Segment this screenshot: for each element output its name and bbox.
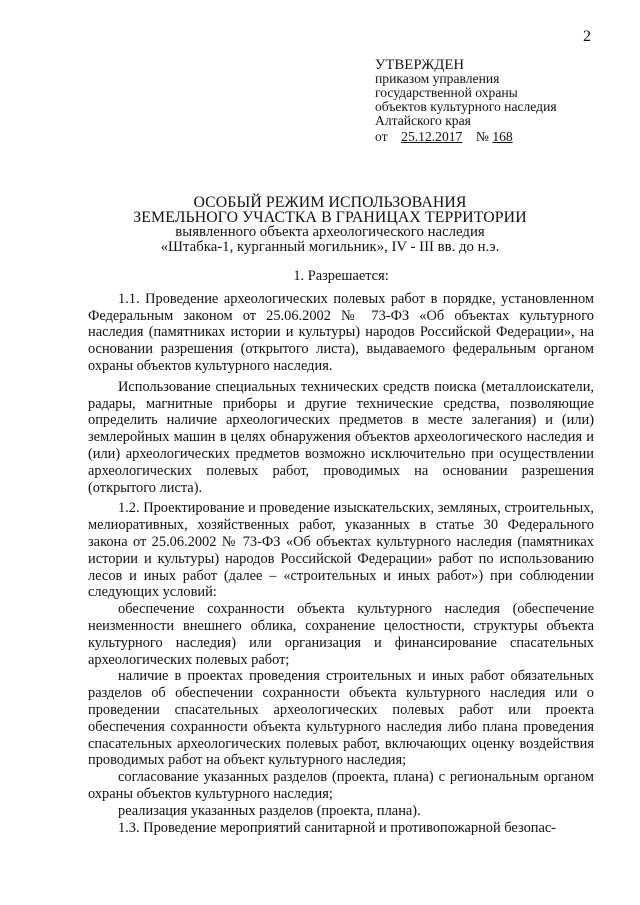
title-line: ОСОБЫЙ РЕЖИМ ИСПОЛЬЗОВАНИЯ	[193, 194, 467, 211]
paragraph: 1.3. Проведение мероприятий санитарной и противопожарной безопас-	[118, 819, 557, 836]
paragraph: наличие в проектах проведения строительных и иных работ обязательных разделов об обеспечении сохранности объекта культурного наследия или о проведении спасательных археологических полевых работ или проекта обеспечения сохранности объекта культурного наследия либо плана проведения спасательных археологических полевых работ, включающих оценку воздействия проводимых работ на объект культурного наследия;	[88, 668, 594, 769]
number-sign: №	[475, 129, 489, 144]
date-prefix: от	[375, 129, 388, 144]
section-heading: 1. Разрешается:	[293, 268, 389, 284]
paragraph: реализация указанных разделов (проекта, плана).	[118, 802, 421, 819]
paragraph: согласование указанных разделов (проекта, плана) с региональным органом охраны объектов культурного наследия;	[88, 769, 594, 802]
page-number: 2	[583, 28, 591, 45]
paragraph: 1.2. Проектирование и проведение изыскательских, земляных, строительных, мелиоративных, хозяйственных работ, указанных в статье 30 Федерального закона от 25.06.2002 № 73-ФЗ «Об объектах культурного наследия (памятниках истории и культуры) народов Российской Федерации» работ по использованию лесов и иных работ (далее – «строительных и иных работ») при соблюдении следующих условий:	[88, 500, 594, 601]
approval-stamp-block	[375, 58, 625, 144]
approval-line: Алтайского края	[375, 113, 471, 128]
approval-line: приказом управления	[375, 71, 500, 86]
approval-line: объектов культурного наследия	[375, 99, 557, 114]
approval-date-line	[375, 130, 625, 144]
paragraph: 1.1. Проведение археологических полевых работ в порядке, установленном Федеральным законом от 25.06.2002 № 73-ФЗ «Об объектах культурного наследия (памятниках истории и культуры) народов Российской Федерации», на основании разрешения (открытого листа), выдаваемого федеральным органом охраны объектов культурного наследия.	[88, 290, 594, 374]
approval-number: 168	[492, 129, 513, 144]
document-title	[90, 196, 570, 254]
approval-line: государственной охраны	[375, 85, 518, 100]
title-line: выявленного объекта археологического наследия	[175, 224, 485, 240]
paragraph: обеспечение сохранности объекта культурного наследия (обеспечение неизменности внешнего облика, сохранение целостности, структуры объекта культурного наследия) или организация и финансирование спасательных археологических полевых работ;	[88, 601, 594, 668]
approval-date: 25.12.2017	[401, 129, 463, 144]
paragraph: Использование специальных технических средств поиска (металлоискатели, радары, магнитные приборы и другие технические средства, позволяющие определить наличие археологических предметов в месте залегания) и (или) землеройных машин в целях обнаружения объектов археологического наследия и (или) археологических предметов возможно исключительно при осуществлении археологических полевых работ, проводимых на основании разрешения (открытого листа).	[88, 378, 594, 496]
title-line: ЗЕМЕЛЬНОГО УЧАСТКА В ГРАНИЦАХ ТЕРРИТОРИИ	[133, 208, 527, 226]
document-body	[88, 268, 594, 836]
title-line: «Штабка-1, курганный могильник», IV - III вв. до н.э.	[160, 238, 500, 255]
approval-heading: УТВЕРЖДЕН	[375, 57, 465, 73]
